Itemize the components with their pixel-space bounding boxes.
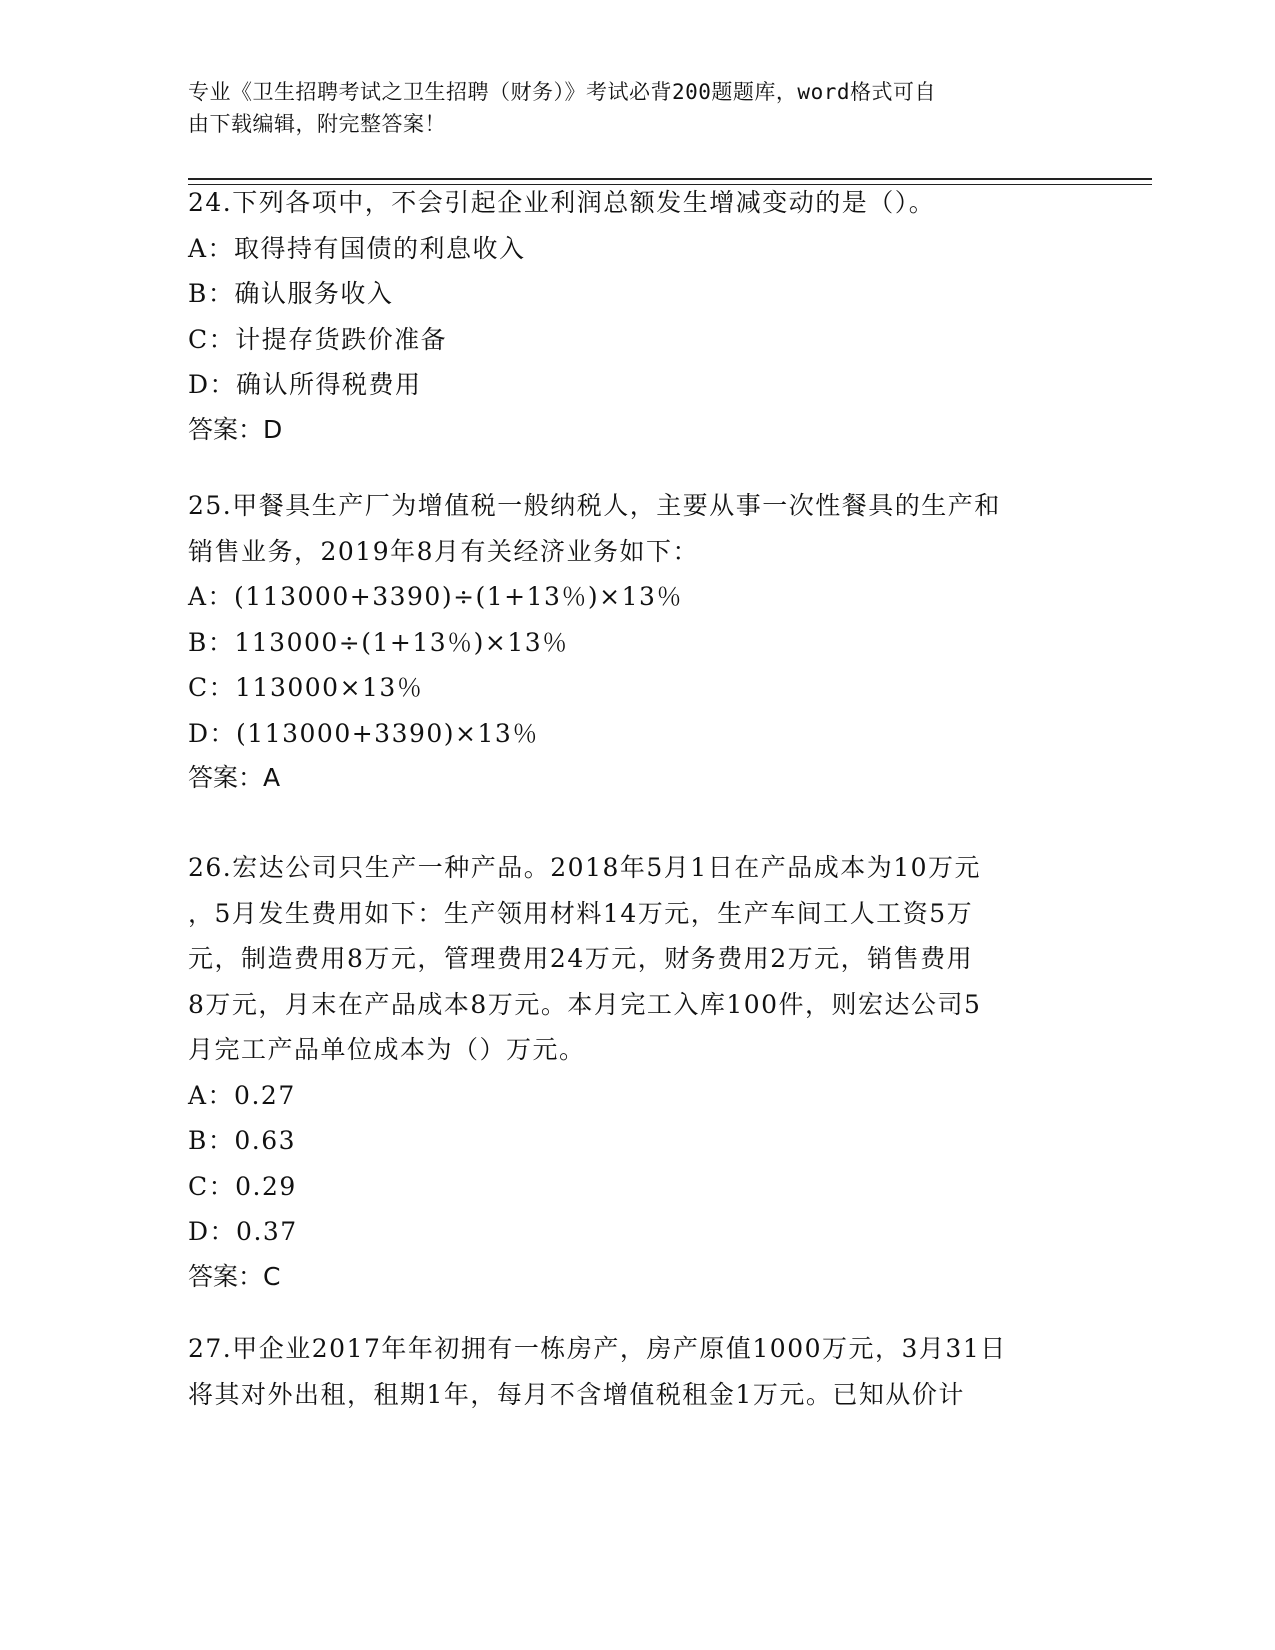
question-stem-line: 26.宏达公司只生产一种产品。2018年5月1日在产品成本为10万元 [188, 853, 982, 882]
question-stem-line: ，5月发生费用如下：生产领用材料14万元，生产车间工人工资5万 [188, 898, 974, 928]
option-c: C：0.29 [188, 1171, 297, 1201]
question-stem-line: 销售业务，2019年8月有关经济业务如下： [188, 536, 700, 566]
option-b: B：0.63 [188, 1126, 297, 1155]
option-b: B：确认服务收入 [188, 279, 394, 308]
document-header [188, 76, 1078, 140]
question-stem-line: 27.甲企业2017年年初拥有一栋房产，房产原值1000万元，3月31日 [188, 1334, 1007, 1363]
question-stem-line: 25.甲餐具生产厂为增值税一般纳税人，主要从事一次性餐具的生产和 [188, 491, 1001, 520]
option-c: C：计提存货跌价准备 [188, 324, 448, 354]
answer: 答案：C [188, 1261, 281, 1291]
option-a: A：取得持有国债的利息收入 [188, 233, 526, 263]
option-a: A：(113000+3390)÷(1+13％)×13％ [188, 582, 683, 611]
question-stem-line: 元，制造费用8万元，管理费用24万元，财务费用2万元，销售费用 [188, 944, 974, 973]
question-stem-line: 24.下列各项中，不会引起企业利润总额发生增减变动的是（）。 [188, 188, 936, 217]
question-stem-line: 8万元，月末在产品成本8万元。本月完工入库100件，则宏达公司5 [188, 989, 982, 1019]
option-d: D：确认所得税费用 [188, 370, 422, 399]
header-line-2: 由下载编辑，附完整答案！ [188, 112, 446, 136]
header-line-1: 专业《卫生招聘考试之卫生招聘（财务）》考试必背200题题库，word格式可自 [188, 80, 936, 104]
option-d: D：(113000+3390)×13％ [188, 718, 539, 748]
question-25 [188, 483, 1088, 800]
answer: 答案：D [188, 414, 283, 444]
option-a: A：0.27 [188, 1080, 296, 1110]
question-stem-line: 将其对外出租，租期1年，每月不含增值税租金1万元。已知从价计 [188, 1379, 965, 1409]
question-27 [188, 1326, 1088, 1417]
question-24 [188, 180, 1088, 452]
question-26 [188, 845, 1088, 1299]
answer: 答案：A [188, 763, 281, 792]
option-d: D：0.37 [188, 1217, 298, 1246]
option-c: C：113000×13％ [188, 673, 424, 702]
question-stem-line: 月完工产品单位成本为（）万元。 [188, 1035, 586, 1064]
option-b: B：113000÷(1+13％)×13％ [188, 627, 569, 657]
